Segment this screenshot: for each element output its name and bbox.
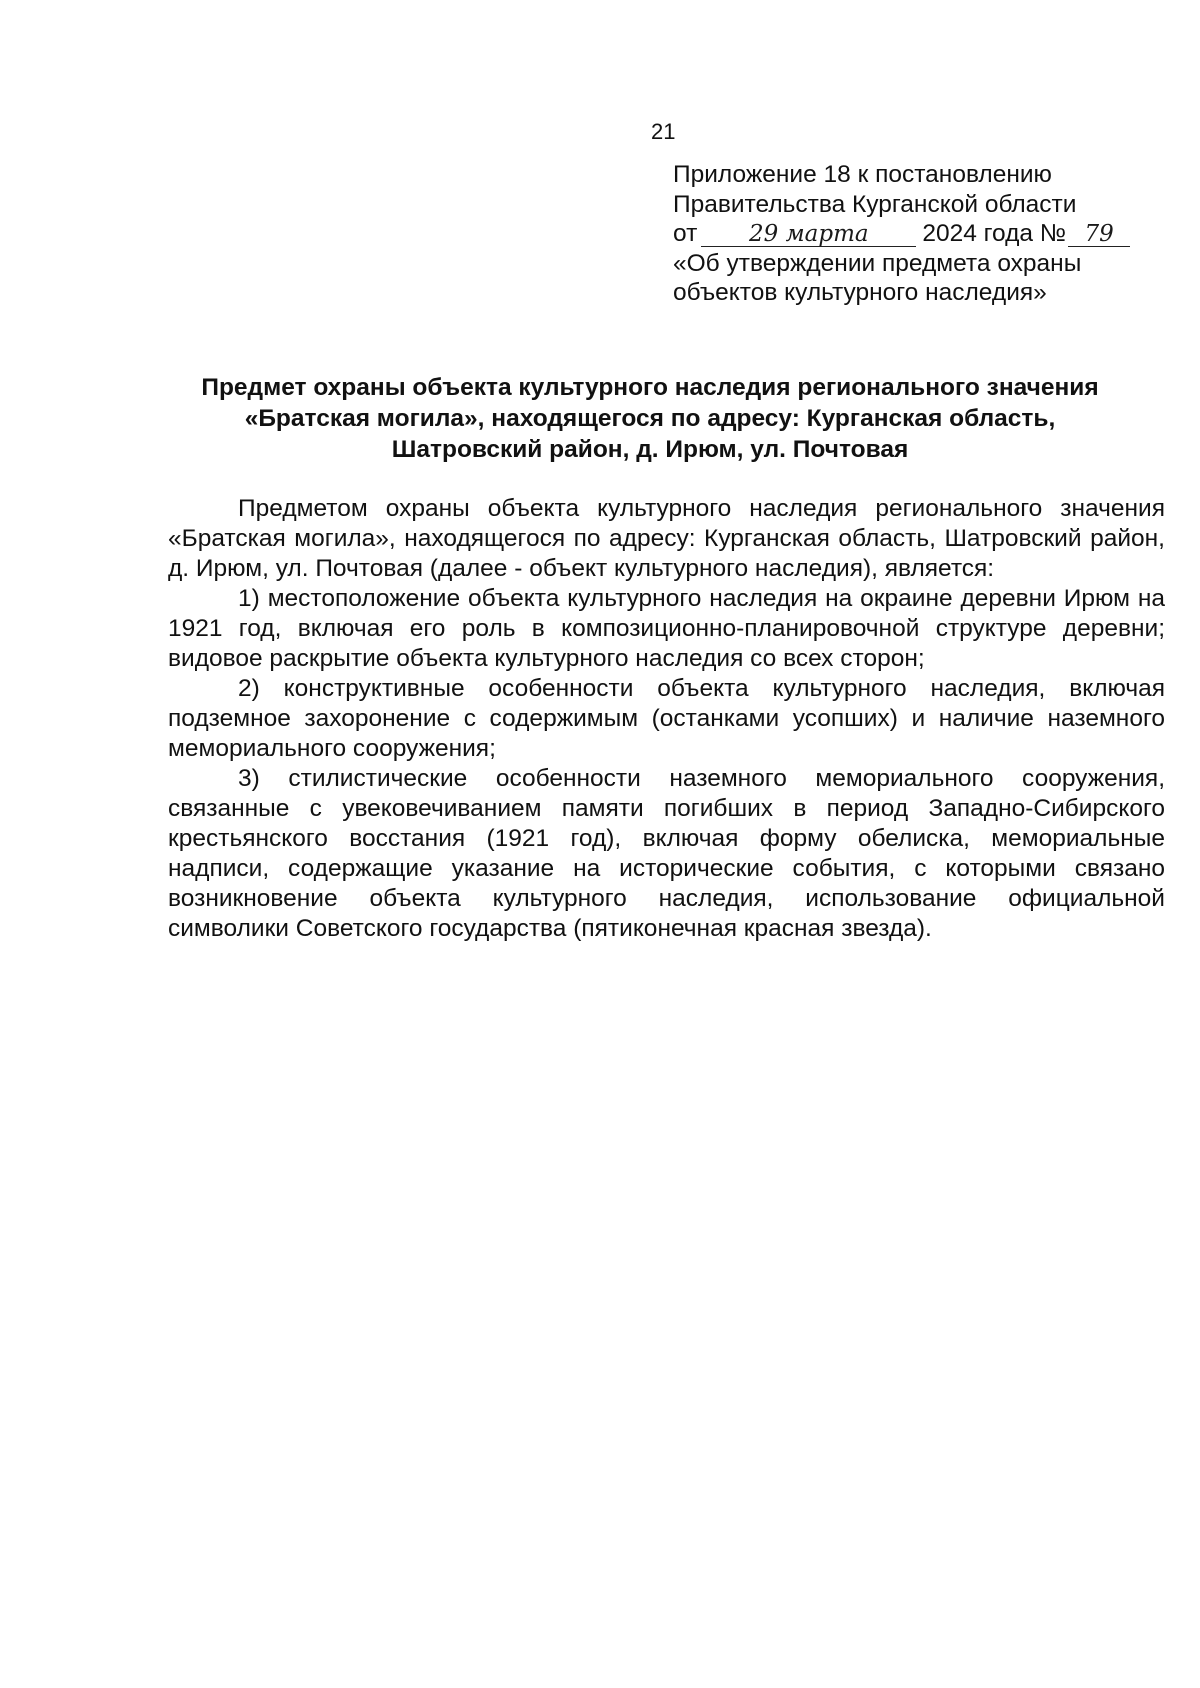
document-title [150, 372, 1150, 465]
list-item-text: местоположение объекта культурного наследия на окраине деревни Ирюм на 1921 год, включая его роль в композиционно-планировочной структуре деревни; видовое раскрытие объекта культурного наследия со всех сторон; [168, 585, 1165, 672]
list-item-text: конструктивные особенности объекта культурного наследия, включая подземное захоронение с содержимым (останками усопших) и наличие наземного мемориального сооружения; [168, 675, 1166, 762]
intro-paragraph: Предметом охраны объекта культурного наследия регионального значения «Братская могила», находящегося по адресу: Курганская область, Шатровский район, д. Ирюм, ул. Почтовая (далее - объект культурного наследия), является: [168, 495, 1165, 582]
list-item [168, 584, 1165, 674]
list-item [168, 674, 1165, 764]
page-number: 21 [651, 119, 676, 144]
appendix-from-label: от [673, 220, 698, 247]
appendix-year-label: 2024 года № [922, 220, 1067, 247]
appendix-line-3 [673, 219, 1133, 249]
list-item-number: 2) [238, 675, 260, 702]
list-item-number: 1) [238, 585, 260, 612]
handwritten-date: 29 марта [701, 222, 916, 247]
appendix-line-2: Правительства Курганской области [673, 190, 1077, 218]
title-line-1: Предмет охраны объекта культурного наследия регионального значения [201, 374, 1099, 401]
list-item-number: 3) [238, 765, 260, 792]
appendix-line-4: «Об утверждении предмета охраны [673, 249, 1082, 277]
title-line-3: Шатровский район, д. Ирюм, ул. Почтовая [391, 436, 909, 463]
appendix-line-1: Приложение 18 к постановлению [673, 161, 1052, 188]
title-line-2: «Братская могила», находящегося по адресу: Курганская область, [244, 405, 1056, 432]
document-body [168, 494, 1165, 944]
list-item-text: стилистические особенности наземного мемориального сооружения, связанные с увековечиванием памяти погибших в период Западно-Сибирского крестьянского восстания (1921 год), включая форму обелиска, мемориальные надписи, содержащие указание на исторические события, с которыми связано возникновение объекта культурного наследия, использование официальной символики Советского государства (пятиконечная красная звезда). [168, 765, 1165, 942]
handwritten-number: 79 [1068, 222, 1130, 247]
appendix-header [673, 160, 1133, 308]
list-item [168, 764, 1165, 944]
appendix-line-5: объектов культурного наследия» [673, 279, 1047, 306]
